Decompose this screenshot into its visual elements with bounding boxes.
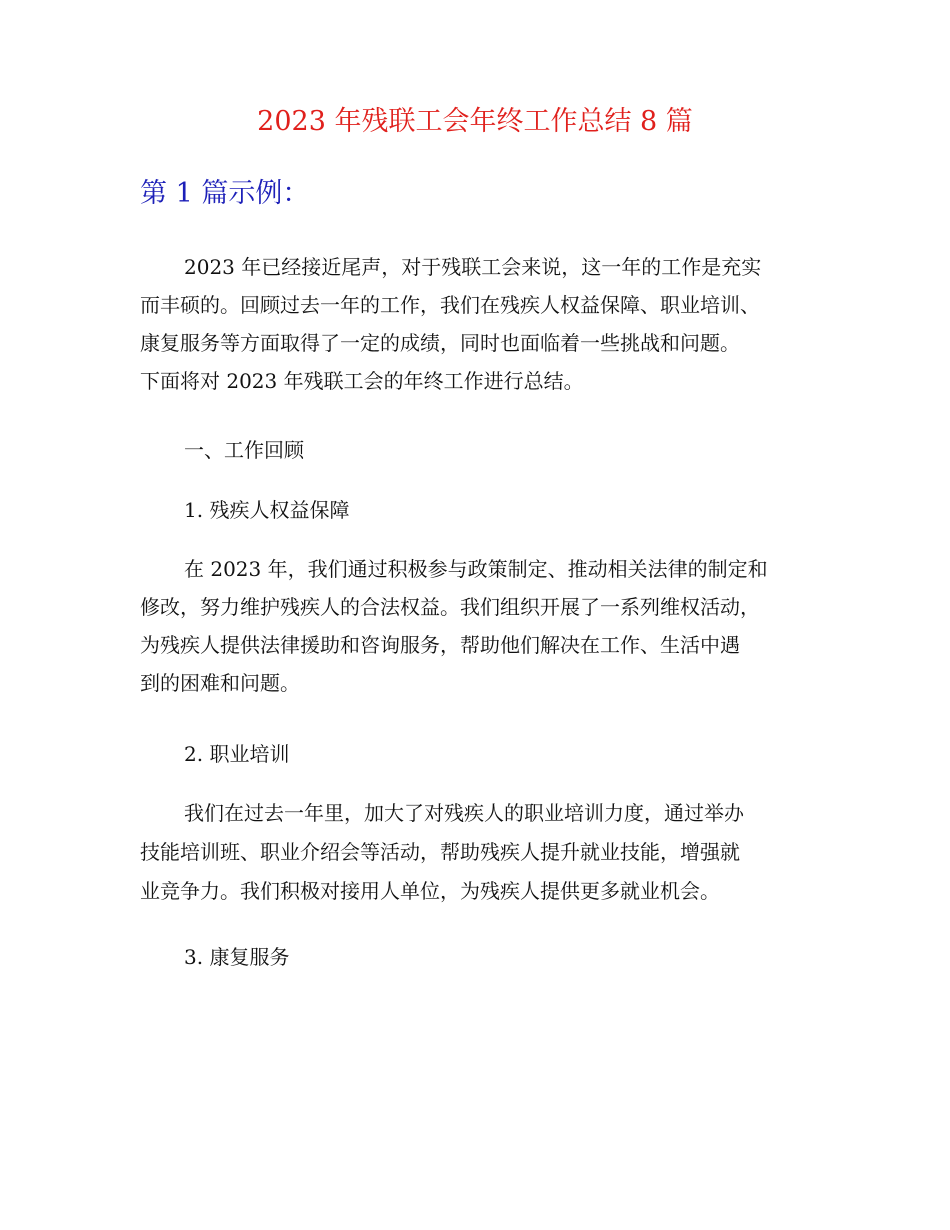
paragraph-line: 而丰硕的。回顾过去一年的工作，我们在残疾人权益保障、职业培训、 (140, 293, 760, 317)
paragraph-line: 2023 年已经接近尾声，对于残联工会来说，这一年的工作是充实 (184, 255, 762, 279)
paragraph-line: 康复服务等方面取得了一定的成绩，同时也面临着一些挑战和问题。 (140, 331, 740, 355)
section-heading: 第 1 篇示例： (140, 178, 310, 209)
document-title: 2023 年残联工会年终工作总结 8 篇 (257, 106, 693, 137)
paragraph-line: 修改，努力维护残疾人的合法权益。我们组织开展了一系列维权活动， (140, 595, 760, 619)
item-heading: 3. 康复服务 (184, 945, 290, 969)
item-heading: 2. 职业培训 (184, 742, 290, 766)
paragraph-line: 技能培训班、职业介绍会等活动，帮助残疾人提升就业技能，增强就 (140, 840, 740, 864)
paragraph-line: 为残疾人提供法律援助和咨询服务，帮助他们解决在工作、生活中遇 (140, 633, 740, 657)
paragraph-line: 我们在过去一年里，加大了对残疾人的职业培训力度，通过举办 (184, 801, 744, 825)
paragraph-line: 到的困难和问题。 (140, 671, 300, 695)
subsection-heading: 一、工作回顾 (184, 438, 304, 462)
paragraph-line: 在 2023 年，我们通过积极参与政策制定、推动相关法律的制定和 (184, 557, 768, 581)
item-heading: 1. 残疾人权益保障 (184, 498, 350, 522)
paragraph-line: 业竞争力。我们积极对接用人单位，为残疾人提供更多就业机会。 (140, 879, 720, 903)
paragraph-line: 下面将对 2023 年残联工会的年终工作进行总结。 (140, 369, 584, 393)
